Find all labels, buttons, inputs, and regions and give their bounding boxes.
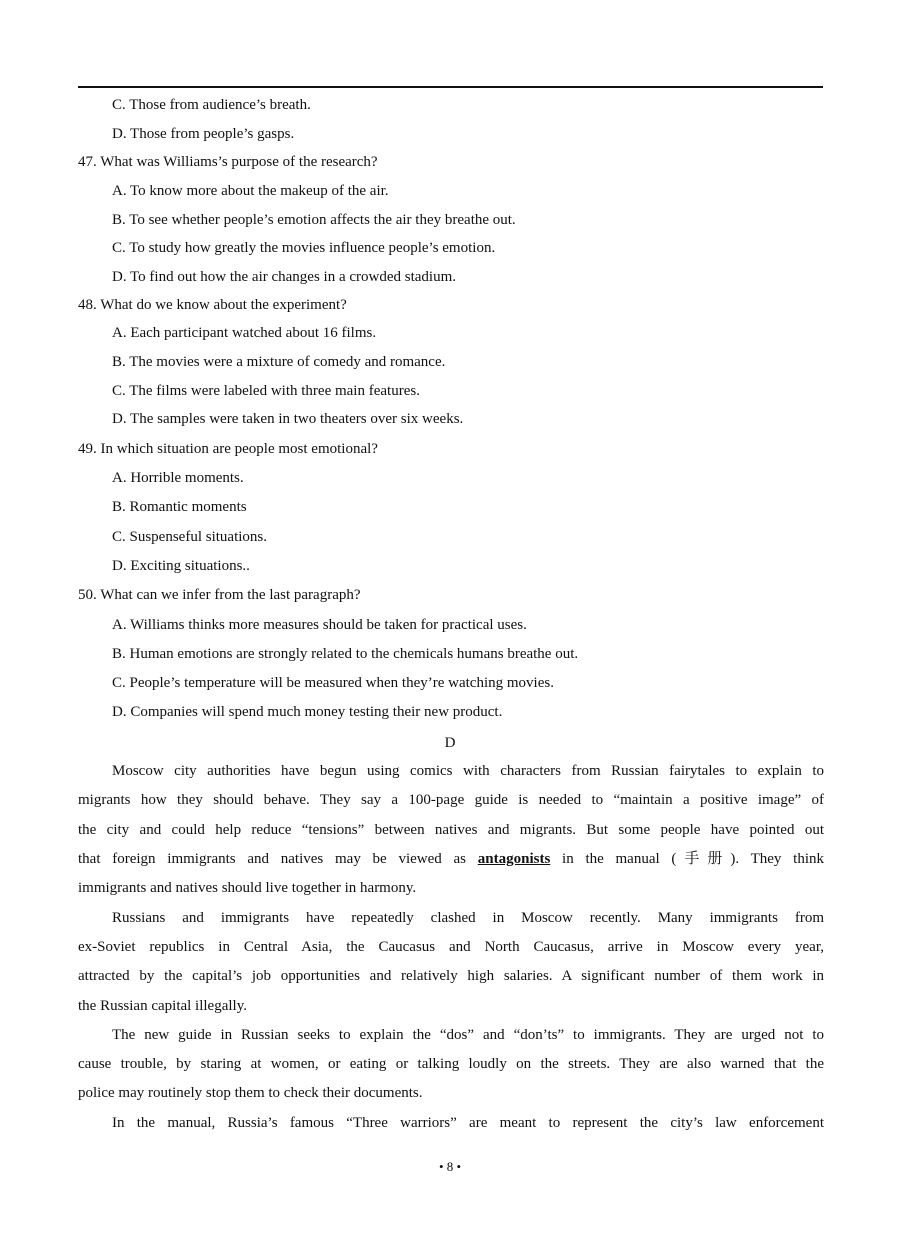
p2-line-3: attracted by the capital’s job opportunities and relatively high salaries. A significant number of them work in — [78, 968, 824, 984]
q47-option-b: B. To see whether people’s emotion affects the air they breathe out. — [112, 212, 516, 228]
q47-stem: 47. What was Williams’s purpose of the research? — [78, 154, 378, 170]
q48-option-b: B. The movies were a mixture of comedy and romance. — [112, 354, 446, 370]
q47-option-d: D. To find out how the air changes in a crowded stadium. — [112, 269, 457, 285]
p2-line-2: ex-Soviet republics in Central Asia, the Caucasus and North Caucasus, arrive in Moscow every year, — [78, 939, 824, 955]
q47-option-c: C. To study how greatly the movies influence people’s emotion. — [112, 240, 496, 256]
p3-line-1: The new guide in Russian seeks to explain the “dos” and “don’ts” to immigrants. They are urged not to — [112, 1027, 824, 1043]
q49-option-a: A. Horrible moments. — [112, 470, 244, 486]
keyword-antagonists: antagonists — [477, 851, 551, 867]
header-rule — [78, 86, 823, 88]
page-number: • 8 • — [438, 1159, 462, 1174]
q50-option-c: C. People’s temperature will be measured when they’re watching movies. — [112, 675, 554, 691]
q50-option-d: D. Companies will spend much money testing their new product. — [112, 704, 503, 720]
q46-option-c: C. Those from audience’s breath. — [112, 97, 311, 113]
p4-line-1: In the manual, Russia’s famous “Three warriors” are meant to represent the city’s law enforcement — [112, 1115, 824, 1131]
q50-option-a: A. Williams thinks more measures should be taken for practical uses. — [112, 617, 527, 633]
q47-option-a: A. To know more about the makeup of the air. — [112, 183, 389, 199]
p1-line-2: migrants how they should behave. They say a 100-page guide is needed to “maintain a positive image” of — [78, 792, 824, 808]
p2-line-4: the Russian capital illegally. — [78, 998, 247, 1014]
p1-line-1: Moscow city authorities have begun using comics with characters from Russian fairytales to explain to — [112, 763, 824, 779]
q50-stem: 50. What can we infer from the last paragraph? — [78, 587, 361, 603]
p3-line-2: cause trouble, by staring at women, or eating or talking loudly on the streets. They are also warned that the — [78, 1056, 824, 1072]
q49-option-c: C. Suspenseful situations. — [112, 529, 268, 545]
p1-line-4-after: in the manual (手册). They think — [550, 851, 824, 867]
p1-line-4 — [78, 849, 824, 869]
section-d-heading: D — [444, 735, 456, 751]
q48-stem: 48. What do we know about the experiment? — [78, 297, 347, 313]
q46-option-d: D. Those from people’s gasps. — [112, 126, 295, 142]
p1-line-5: immigrants and natives should live together in harmony. — [78, 880, 417, 896]
q49-option-b: B. Romantic moments — [112, 499, 247, 515]
p2-line-1: Russians and immigrants have repeatedly clashed in Moscow recently. Many immigrants from — [112, 910, 824, 926]
p3-line-3: police may routinely stop them to check their documents. — [78, 1085, 423, 1101]
q48-option-a: A. Each participant watched about 16 films. — [112, 325, 377, 341]
q49-option-d: D. Exciting situations.. — [112, 558, 250, 574]
q48-option-d: D. The samples were taken in two theaters over six weeks. — [112, 411, 464, 427]
q49-stem: 49. In which situation are people most emotional? — [78, 441, 378, 457]
q48-option-c: C. The films were labeled with three main features. — [112, 383, 420, 399]
p1-line-3: the city and could help reduce “tensions” between natives and migrants. But some people have pointed out — [78, 822, 824, 838]
q50-option-b: B. Human emotions are strongly related to the chemicals humans breathe out. — [112, 646, 579, 662]
p1-line-4-before: that foreign immigrants and natives may be viewed as — [78, 851, 478, 867]
